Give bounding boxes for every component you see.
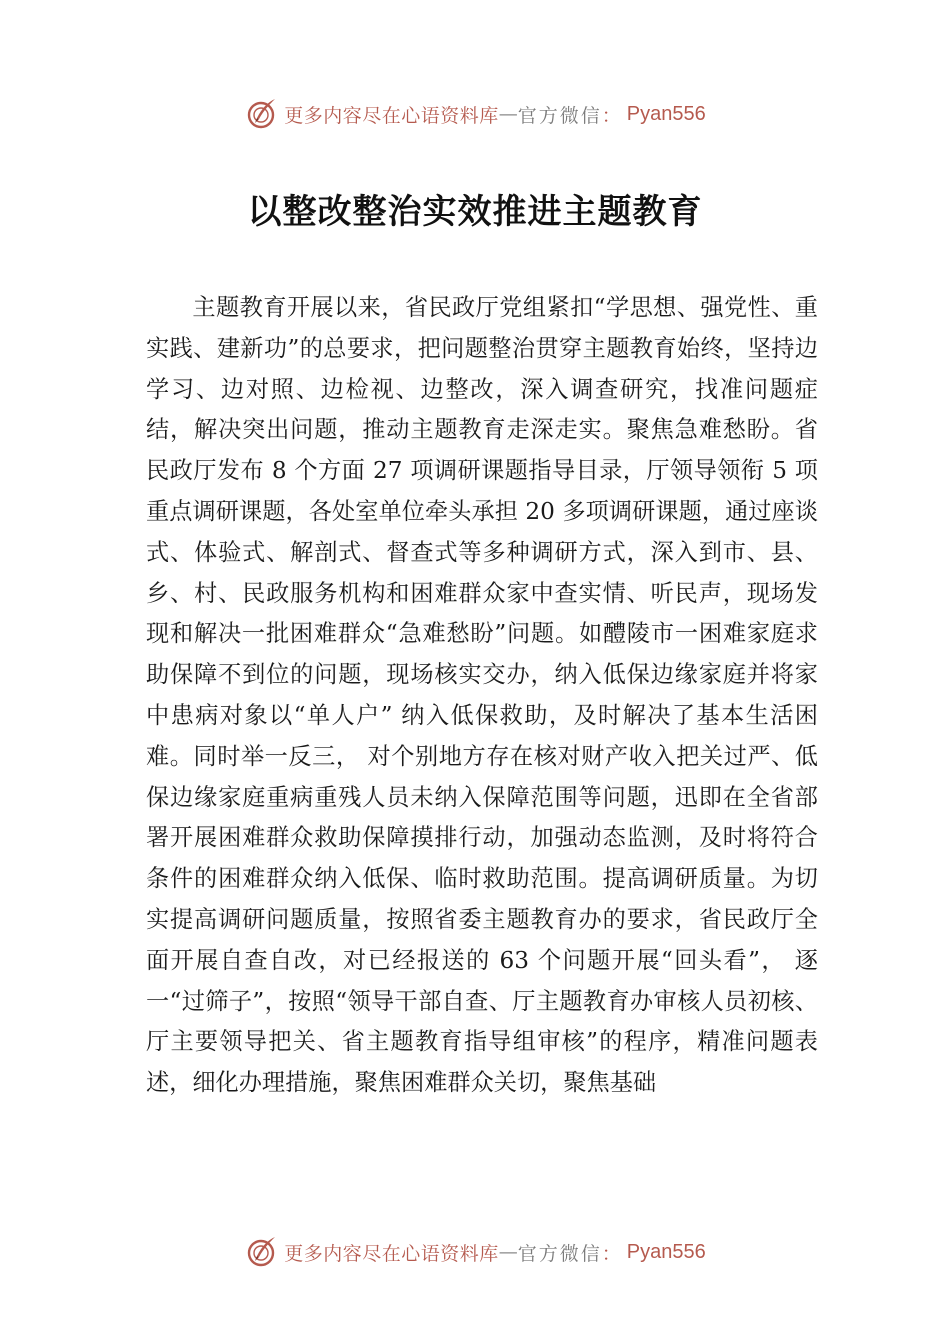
watermark-official-wechat-label: 官方微信 xyxy=(517,1242,602,1265)
quill-pen-circle-icon xyxy=(244,96,280,132)
watermark-dash: — xyxy=(498,103,518,125)
footer-watermark xyxy=(0,1232,950,1272)
watermark-wechat-id: Pyan556 xyxy=(626,1240,706,1263)
watermark-official-wechat-label: 官方微信 xyxy=(517,104,602,127)
watermark-library-text: 更多内容尽在心语资料库 xyxy=(284,104,499,127)
watermark-wechat-id: Pyan556 xyxy=(626,102,706,125)
watermark-dash: — xyxy=(498,1241,518,1263)
watermark-colon: ： xyxy=(601,104,621,127)
document-paragraph: 主题教育开展以来，省民政厅党组紧扣“学思想、强党性、重实践、建新功”的总要求，把问题整治贯穿主题教育始终，坚持边学习、边对照、边检视、边整改，深入调查研究，找准问题症结，解决突出问题，推动主题教育走深走实。聚焦急难愁盼。省民政厅发布 8 个方面 27 项调研课题指导目录，厅领导领衔 5 项重点调研课题，各处室单位牵头承担 20 多项调研课题，通过座谈式、体验式、解剖式、督查式等多种调研方式，深入到市、县、乡、村、民政服务机构和困难群众家中查实情、听民声，现场发现和解决一批困难群众“急难愁盼”问题。如醴陵市一困难家庭求助保障不到位的问题，现场核实交办，纳入低保边缘家庭并将家中患病对象以“单人户” 纳入低保救助，及时解决了基本生活困难。同时举一反三， 对个别地方存在核对财产收入把关过严、低保边缘家庭重病重残人员未纳入保障范围等问题，迅即在全省部署开展困难群众救助保障摸排行动，加强动态监测，及时将符合条件的困难群众纳入低保、临时救助范围。提高调研质量。为切实提高调研问题质量，按照省委主题教育办的要求，省民政厅全面开展自查自改，对已经报送的 63 个问题开展“回头看”， 逐一“过筛子”，按照“领导干部自查、厅主题教育办审核人员初核、厅主要领导把关、省主题教育指导组审核”的程序，精准问题表述，细化办理措施，聚焦困难群众关切，聚焦基础 xyxy=(146,294,818,1097)
quill-pen-circle-icon xyxy=(244,1234,280,1270)
watermark-colon: ： xyxy=(601,1242,621,1265)
document-title: 以整改整治实效推进主题教育 xyxy=(247,192,703,232)
header-watermark xyxy=(0,94,950,134)
watermark-library-text: 更多内容尽在心语资料库 xyxy=(284,1242,499,1265)
